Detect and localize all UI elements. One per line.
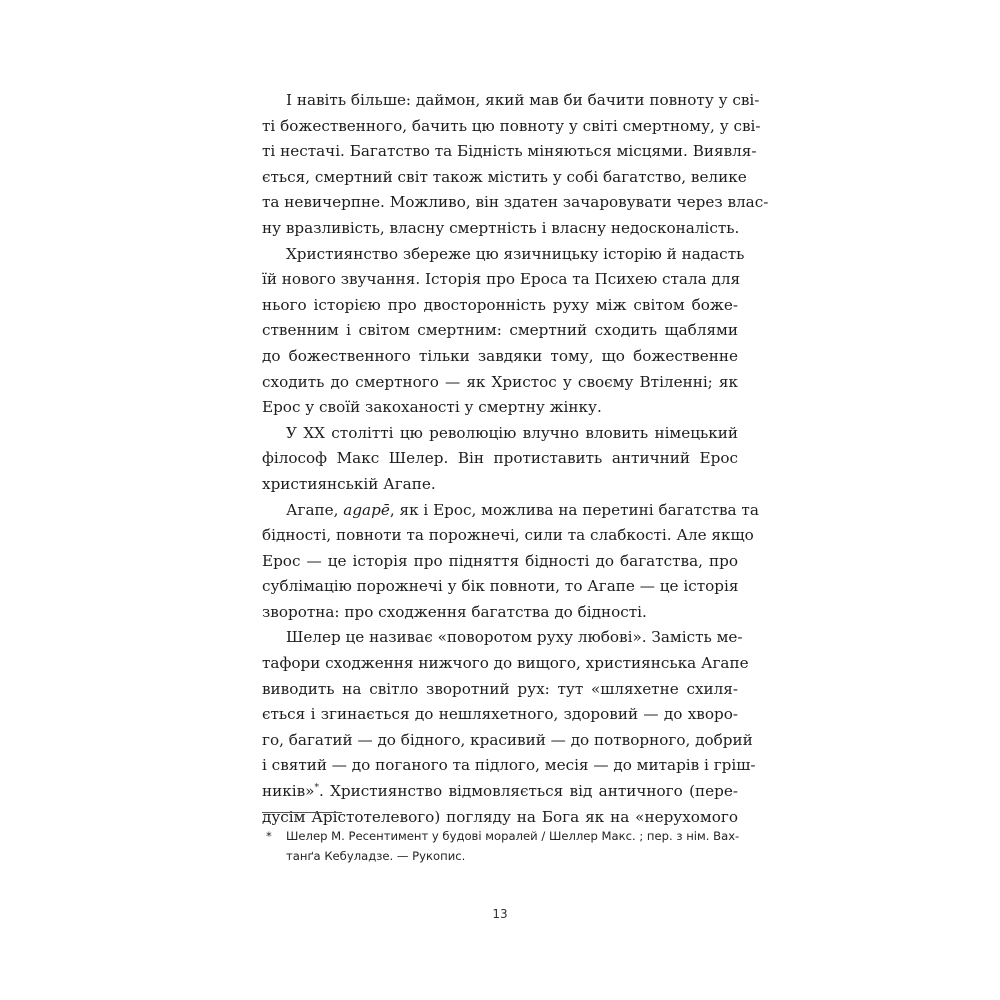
page-number: 13 bbox=[492, 907, 508, 921]
text-fragment: ників» bbox=[262, 782, 315, 801]
footnote-mark: * bbox=[266, 829, 272, 843]
text-fragment: , як і Ерос, можлива на перетині багатства та bbox=[389, 500, 759, 519]
page-body bbox=[262, 88, 769, 830]
text-line: І навіть більше: даймон, який мав би бачити повноту у сві- bbox=[286, 91, 760, 109]
text-fragment: Агапе, bbox=[286, 500, 344, 519]
footnote-divider bbox=[262, 812, 342, 813]
text-line: сходить до смертного — як Христос у своєму Втіленні; як bbox=[262, 372, 738, 391]
text-line: бідності, повноти та порожнечі, сили та слабкості. Але якщо bbox=[262, 526, 754, 545]
text-line: нього історією про двосторонність руху між світом боже- bbox=[262, 295, 738, 314]
text-line: ті нестачі. Багатство та Бідність міняються місцями. Виявля- bbox=[262, 142, 757, 161]
text-line: ється і згинається до нешляхетного, здоровий — до хворо- bbox=[262, 705, 738, 724]
text-line: ється, смертний світ також містить у собі багатство, велике bbox=[262, 167, 747, 186]
text-line: Ерос у своїй закоханості у смертну жінку. bbox=[262, 398, 602, 417]
text-line: ственним і світом смертним: смертний сходить щаблями bbox=[262, 321, 738, 340]
text-line: тафори сходження нижчого до вищого, християнська Агапе bbox=[262, 654, 749, 673]
text-line: християнській Агапе. bbox=[262, 474, 436, 493]
text-line: та невичерпне. Можливо, він здатен зачаровувати через влас- bbox=[262, 193, 769, 212]
footnote-line: танґа Кебуладзе. — Рукопис. bbox=[286, 849, 466, 863]
footnote-text bbox=[286, 826, 738, 866]
text-line: їй нового звучання. Історія про Ероса та Психею стала для bbox=[262, 270, 741, 289]
footnote bbox=[262, 826, 738, 866]
text-line: до божественного тільки завдяки тому, що божественне bbox=[262, 346, 738, 365]
main-text bbox=[262, 88, 769, 830]
text-line: виводить на світло зворотний рух: тут «шляхетне схиля- bbox=[262, 679, 738, 698]
text-line: дусім Арістотелевого) погляду на Бога як на «нерухомого bbox=[262, 807, 738, 826]
text-line: сублімацію порожнечі у бік повноти, то Агапе — це історія bbox=[262, 577, 739, 596]
text-line bbox=[262, 498, 759, 524]
footnote-reference[interactable]: * bbox=[314, 782, 319, 793]
text-fragment: . Християнство відмовляється від античного (пере- bbox=[318, 782, 738, 801]
text-line: ну вразливість, власну смертність і власну недосконалість. bbox=[262, 218, 740, 237]
text-line: Християнство збереже цю язичницьку історію й надасть bbox=[286, 244, 745, 263]
text-line: Шелер це називає «поворотом руху любові». Замість ме- bbox=[286, 628, 743, 647]
text-line: У ХХ столітті цю революцію влучно вловить німецький bbox=[286, 423, 738, 442]
text-line: Ерос — це історія про підняття бідності до багатства, про bbox=[262, 551, 738, 570]
italic-term: agapē bbox=[343, 500, 390, 519]
footnote-line: Шелер М. Ресентимент у будові моралей / Шеллер Макс. ; пер. з нім. Вах- bbox=[286, 829, 740, 843]
text-line: ті божественного, бачить цю повноту у світі смертному, у сві- bbox=[262, 116, 761, 135]
text-line bbox=[262, 779, 738, 805]
text-line: зворотна: про сходження багатства до бідності. bbox=[262, 602, 647, 621]
text-line: го, багатий — до бідного, красивий — до потворного, добрий bbox=[262, 730, 753, 749]
text-line: філософ Макс Шелер. Він протиставить античний Ерос bbox=[262, 449, 738, 468]
text-line: і святий — до поганого та підлого, месія — до митарів і грiш- bbox=[262, 756, 756, 775]
